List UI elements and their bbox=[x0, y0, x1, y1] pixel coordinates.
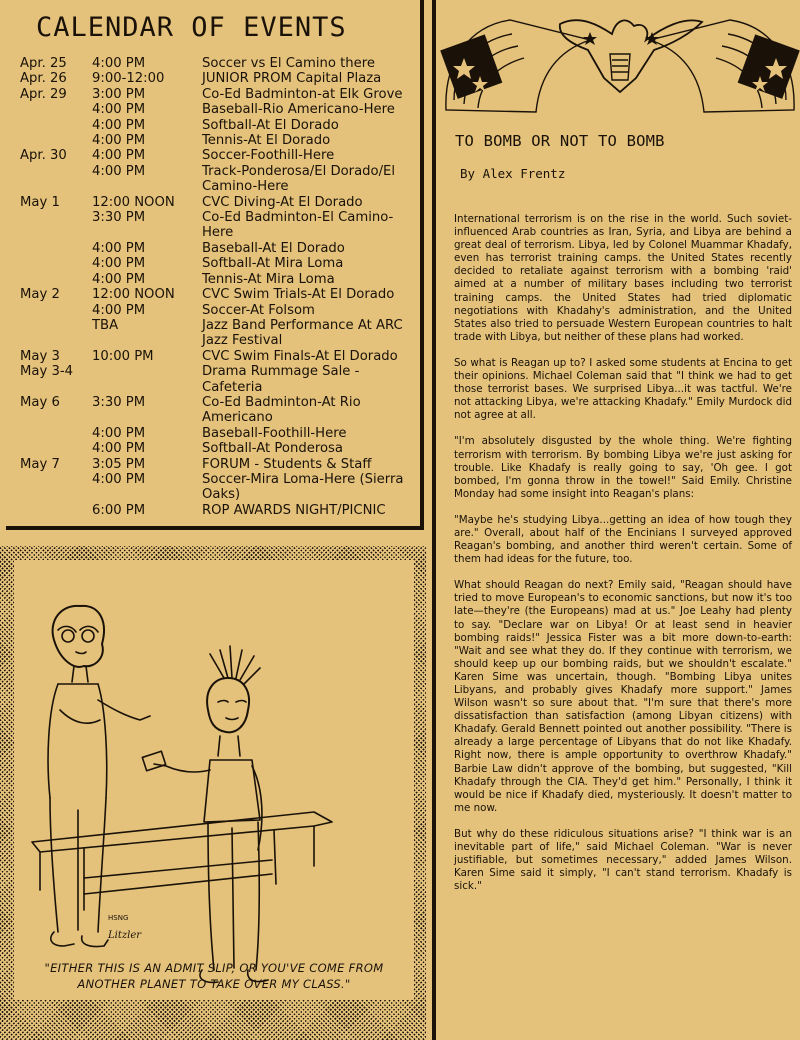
calendar-row bbox=[20, 318, 420, 349]
event-description: Co-Ed Badminton-At Rio Americano bbox=[202, 394, 361, 426]
cartoon-frame bbox=[14, 560, 414, 1000]
event-time: 3:30 PM bbox=[92, 210, 146, 226]
calendar-row bbox=[20, 241, 420, 256]
event-description: Co-Ed Badminton-El Camino-Here bbox=[202, 210, 394, 241]
event-date: May 1 bbox=[20, 194, 60, 210]
article-body bbox=[454, 213, 792, 906]
event-date: Apr. 25 bbox=[20, 56, 67, 71]
calendar-row bbox=[20, 56, 420, 71]
event-time: 3:30 PM bbox=[92, 394, 146, 410]
event-time: TBA bbox=[92, 317, 119, 333]
eagle-flag-emblem bbox=[440, 0, 800, 118]
event-description: Soccer-At Folsom bbox=[202, 302, 315, 318]
calendar-row bbox=[20, 133, 420, 148]
event-time: 4:00 PM bbox=[92, 425, 146, 441]
calendar-row bbox=[20, 472, 420, 503]
calendar-of-events bbox=[6, 0, 424, 530]
event-description: Jazz Band Performance At ARC Jazz Festival bbox=[202, 317, 403, 349]
event-time: 3:00 PM bbox=[92, 86, 146, 102]
event-date: May 3-4 bbox=[20, 364, 73, 380]
calendar-list bbox=[20, 56, 420, 518]
event-time: 9:00-12:00 bbox=[92, 71, 165, 87]
event-description: JUNIOR PROM Capital Plaza bbox=[202, 71, 382, 87]
event-time: 4:00 PM bbox=[92, 271, 146, 287]
column-divider bbox=[432, 0, 436, 1040]
event-description: Drama Rummage Sale - Cafeteria bbox=[202, 364, 360, 395]
event-time: 4:00 PM bbox=[92, 117, 146, 133]
event-time: 6:00 PM bbox=[92, 502, 146, 518]
calendar-row bbox=[20, 118, 420, 133]
calendar-row bbox=[20, 102, 420, 117]
event-description: Tennis-At Mira Loma bbox=[202, 271, 335, 287]
event-time: 4:00 PM bbox=[92, 256, 146, 272]
event-description: ROP AWARDS NIGHT/PICNIC bbox=[202, 502, 386, 518]
calendar-title: CALENDAR OF EVENTS bbox=[36, 12, 347, 43]
calendar-row bbox=[20, 364, 420, 395]
cartoon-caption: "EITHER THIS IS AN ADMIT SLIP, OR YOU'VE COME FROM ANOTHER PLANET TO TAKE OVER MY CLASS." bbox=[44, 961, 384, 991]
event-description: Soccer vs El Camino there bbox=[202, 56, 376, 71]
event-time: 4:00 PM bbox=[92, 240, 146, 256]
article-paragraph: "I'm absolutely disgusted by the whole thing. We're fighting terrorism with terrorism. By bombing Libya we're just asking for trouble. Like Khadafy is really going to say, 'Oh gee. I got bombed, I'm gonna throw in the towel!" Said Emily. Christine Monday had some insight into Reagan's plans: bbox=[454, 435, 792, 500]
event-date: Apr. 26 bbox=[20, 71, 67, 87]
event-time: 4:00 PM bbox=[92, 471, 146, 487]
cartoon-panel bbox=[0, 546, 426, 1040]
event-time: 4:00 PM bbox=[92, 133, 146, 149]
event-date: May 2 bbox=[20, 287, 60, 303]
event-time: 4:00 PM bbox=[92, 148, 146, 164]
event-time: 4:00 PM bbox=[92, 56, 146, 71]
event-date: Apr. 29 bbox=[20, 86, 67, 102]
calendar-row bbox=[20, 272, 420, 287]
event-date: May 7 bbox=[20, 456, 60, 472]
event-time: 3:05 PM bbox=[92, 456, 146, 472]
event-description: CVC Diving-At El Dorado bbox=[202, 194, 363, 210]
event-description: CVC Swim Finals-At El Dorado bbox=[202, 348, 398, 364]
student-figure bbox=[142, 646, 268, 982]
calendar-row bbox=[20, 395, 420, 426]
event-description: Softball-At Mira Loma bbox=[202, 256, 344, 272]
article-paragraph: International terrorism is on the rise in the world. Such soviet-influenced Arab countries as Iran, Syria, and Libya are behind a great deal of terrorism. Libya, led by Colonel Muammar Khadafy, even has terrorist training camps. the United States recently decided to retaliate against terrorism with a bombing 'raid' aimed at a number of military bases including two terrorist training camps. the United States had tried diplomatic negotiations with Khadahy's administration, and the United States also tried to persuade Western European countries to halt trade with Libya, but neither of these plans had worked. bbox=[454, 213, 792, 343]
article-paragraph: So what is Reagan up to? I asked some students at Encina to get their opinions. Michael Coleman said that "I think we had to get those terrorist bases. We surprised Libya...it was tactful. We're not attacking Libya, we're attacking Khadafy." Emily Murdock did not agree at all. bbox=[454, 356, 792, 422]
calendar-row bbox=[20, 426, 420, 441]
cartoon-signature: Litzler bbox=[108, 930, 142, 941]
event-description: Soccer-Mira Loma-Here (Sierra Oaks) bbox=[202, 471, 404, 503]
article-byline: By Alex Frentz bbox=[460, 166, 566, 181]
event-time: 4:00 PM bbox=[92, 163, 146, 179]
cartoon-initials: HSNG bbox=[108, 914, 129, 922]
event-time: 12:00 NOON bbox=[92, 194, 175, 210]
calendar-row bbox=[20, 457, 420, 472]
event-description: Soccer-Foothill-Here bbox=[202, 148, 335, 164]
calendar-row bbox=[20, 210, 420, 241]
cartoon-illustration bbox=[14, 560, 414, 1000]
event-date: May 3 bbox=[20, 348, 60, 364]
event-time: 4:00 PM bbox=[92, 441, 146, 457]
article-paragraph: But why do these ridiculous situations arise? "I think war is an inevitable part of life," said Michael Coleman. "War is never justifiable, but sometimes necessary," added James Wilson. Karen Sime said it simply, "I can't stand terrorism. Khadafy is sick." bbox=[454, 827, 792, 893]
calendar-row bbox=[20, 71, 420, 86]
event-description: CVC Swim Trials-At El Dorado bbox=[202, 287, 395, 303]
event-description: FORUM - Students & Staff bbox=[202, 456, 372, 472]
calendar-row bbox=[20, 195, 420, 210]
event-time: 4:00 PM bbox=[92, 102, 146, 118]
event-description: Baseball-At El Dorado bbox=[202, 240, 345, 256]
article-paragraph: "Maybe he's studying Libya...getting an idea of how tough they are." Overall, about half of the Encinians I surveyed approved Reagan's bombing, and another third weren't certain. Some of them had ideas for the future, too. bbox=[454, 513, 792, 566]
calendar-row bbox=[20, 148, 420, 163]
calendar-row bbox=[20, 349, 420, 364]
article-paragraph: What should Reagan do next? Emily said, "Reagan should have tried to move European's to economic sanctions, but now it's too late—they're (the Europeans) mad at us." Joe Leahy had plenty to say. "Declare war on Libya! Or at least send in heavier bombing raids!" Jessica Fister was a bit more down-to-earth: "Wait and see what they do. If they continue with terrorism, we should keep up our bombing raids, but we shouldn't escalate." Karen Sime was uncertain, though. "Bombing Libya unites Libyans, and probably gives Khadafy more support." James Wilson wasn't so sure about that. "I'm sure that there's more dissatisfaction than satisfaction (among Libyan citizens) with Khadafy. Gerald Bennett pointed out another possibility. "There is already a large percentage of Libyans that do not like Khadafy. Right now, there is ample opportunity to overthrow Khadafy." Barbie Law didn't approve of the bombing, but suggested, "Kill Khadafy through the CIA. They'd get him." Personally, I think it would be nice if Khadafy died, mysteriously. It doesn't matter to me now. bbox=[454, 579, 792, 814]
event-description: Tennis-At El Dorado bbox=[202, 133, 331, 149]
event-description: Track-Ponderosa/El Dorado/El Camino-Here bbox=[202, 163, 396, 195]
calendar-row bbox=[20, 303, 420, 318]
event-description: Baseball-Foothill-Here bbox=[202, 425, 347, 441]
event-description: Softball-At El Dorado bbox=[202, 117, 339, 133]
event-date: May 6 bbox=[20, 394, 60, 410]
calendar-row bbox=[20, 87, 420, 102]
event-time: 12:00 NOON bbox=[92, 287, 175, 303]
teacher-figure bbox=[48, 606, 150, 947]
event-time: 10:00 PM bbox=[92, 348, 154, 364]
calendar-row bbox=[20, 441, 420, 456]
event-time: 4:00 PM bbox=[92, 302, 146, 318]
calendar-row bbox=[20, 256, 420, 271]
desk bbox=[32, 812, 332, 852]
event-description: Co-Ed Badminton-at Elk Grove bbox=[202, 86, 403, 102]
calendar-row bbox=[20, 164, 420, 195]
event-description: Softball-At Ponderosa bbox=[202, 441, 343, 457]
calendar-row bbox=[20, 287, 420, 302]
event-date: Apr. 30 bbox=[20, 148, 67, 164]
event-description: Baseball-Rio Americano-Here bbox=[202, 102, 395, 118]
article-title: TO BOMB OR NOT TO BOMB bbox=[455, 132, 665, 150]
calendar-row bbox=[20, 503, 420, 518]
